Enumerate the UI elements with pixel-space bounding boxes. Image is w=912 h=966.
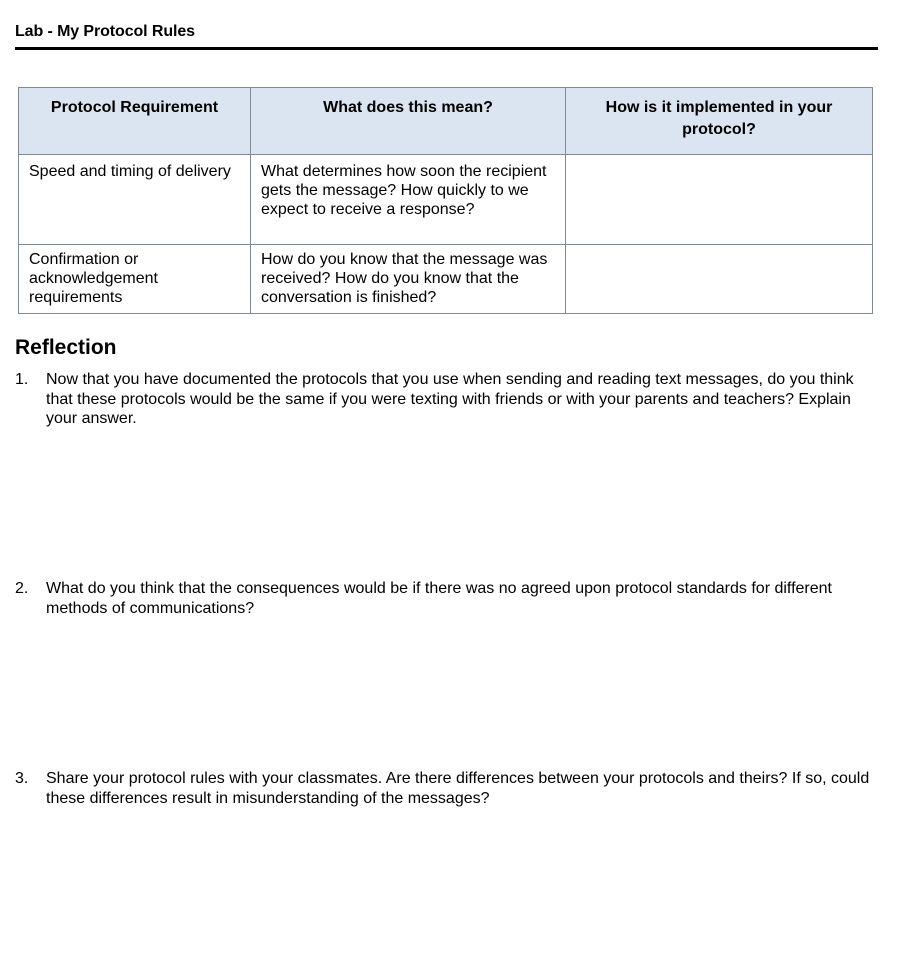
reflection-question-1 (15, 370, 875, 429)
table-row (19, 155, 873, 245)
reflection-question-3 (15, 769, 875, 808)
table-header-row (19, 88, 873, 155)
header-how-implemented: How is it implemented in your protocol? (566, 88, 873, 155)
implementation-cell[interactable] (566, 155, 873, 245)
reflection-heading: Reflection (15, 336, 117, 359)
table-row (19, 245, 873, 314)
question-text: Now that you have documented the protocols that you use when sending and reading text messages, do you think that these protocols would be the same if you were texting with friends or with your parents and teachers? Explain your answer. (46, 371, 854, 427)
requirement-cell: Speed and timing of delivery (19, 155, 251, 245)
meaning-cell: How do you know that the message was received? How do you know that the conversation is finished? (251, 245, 566, 314)
header-what-does-this-mean: What does this mean? (251, 88, 566, 155)
question-number: 1. (15, 371, 29, 388)
protocol-table (18, 87, 873, 314)
meaning-cell: What determines how soon the recipient gets the message? How quickly to we expect to receive a response? (251, 155, 566, 245)
question-text: What do you think that the consequences would be if there was no agreed upon protocol standards for different methods of communications? (46, 580, 832, 617)
page-header (15, 22, 878, 50)
question-number: 3. (15, 770, 29, 787)
requirement-cell: Confirmation or acknowledgement requirements (19, 245, 251, 314)
header-protocol-requirement: Protocol Requirement (19, 88, 251, 155)
reflection-question-2 (15, 579, 875, 618)
implementation-cell[interactable] (566, 245, 873, 314)
question-text: Share your protocol rules with your classmates. Are there differences between your protocols and theirs? If so, could these differences result in misunderstanding of the messages? (46, 770, 870, 807)
page-title: Lab - My Protocol Rules (15, 23, 195, 40)
question-number: 2. (15, 580, 29, 597)
